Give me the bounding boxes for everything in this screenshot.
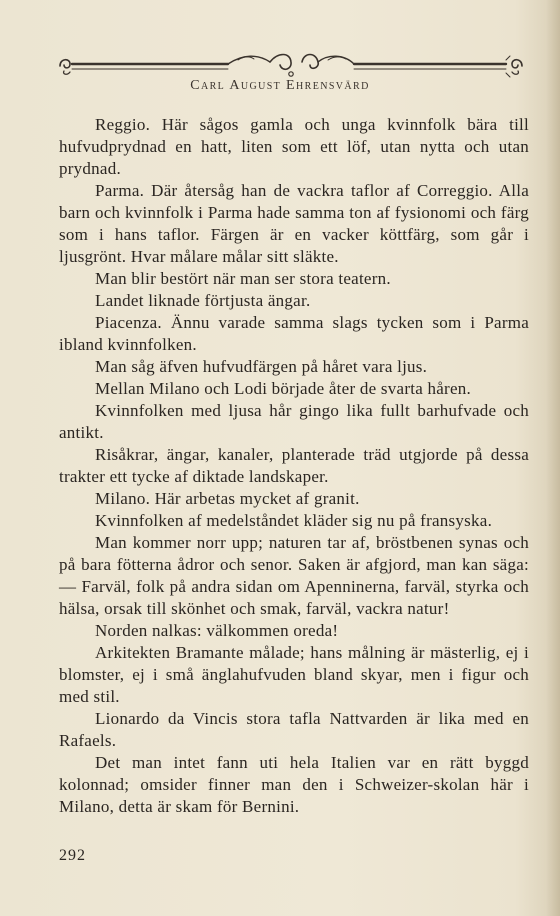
paragraph: Piacenza. Ännu varade samma slags tycken som i Parma ibland kvinnfolken.	[59, 313, 529, 354]
running-head: Carl August Ehrensvärd	[190, 78, 370, 93]
paragraph: Kvinnfolken med ljusa hår gingo lika fullt barhufvade och antikt.	[59, 401, 529, 442]
paragraph: Parma. Där återsåg han de vackra taflor af Correggio. Alla barn och kvinnfolk i Parma hade samma ton af fysionomi och färg som i hans taflor. Färgen är en vacker köttfärg, som går i ljusgrönt. Hvar målare målar sitt släkte.	[59, 181, 529, 266]
paragraph: Risåkrar, ängar, kanaler, planterade träd utgjorde på dessa trakter ett tycke af diktade landskaper.	[59, 445, 529, 486]
page-edge-shadow	[546, 0, 560, 916]
paragraph: Mellan Milano och Lodi började åter de svarta håren.	[95, 379, 472, 398]
paragraph: Arkitekten Bramante målade; hans målning är mästerlig, ej i blomster, ej i små änglahufvuden bland skyar, men i figur och med stil.	[59, 643, 529, 706]
paragraph: Landet liknade förtjusta ängar.	[95, 291, 311, 310]
paragraph: Man såg äfven hufvudfärgen på håret vara ljus.	[95, 357, 428, 376]
paragraph: Man blir bestört när man ser stora teatern.	[95, 269, 391, 288]
paragraph: Reggio. Här sågos gamla och unga kvinnfolk bära till hufvudprydnad en hatt, liten som ett löf, utan nytta och utan prydnad.	[59, 115, 529, 178]
page-number: 292	[59, 847, 86, 864]
paragraph: Man kommer norr upp; naturen tar af, bröstbenen synas och på bara fötterna ådror och senor. Saken är afgjord, man kan säga: — Farväl, folk på andra sidan om Apenninerna, farväl, styrka och hälsa, orsak till skönhet och smak, farväl, vackra natur!	[59, 533, 529, 618]
paragraph: Lionardo da Vincis stora tafla Nattvarden är lika med en Rafaels.	[59, 709, 529, 750]
body-text	[59, 114, 529, 818]
decorative-rule-icon	[58, 50, 524, 80]
paragraph: Kvinnfolken af medelståndet kläder sig nu på fransyska.	[95, 511, 493, 530]
paragraph: Norden nalkas: välkommen oreda!	[95, 621, 339, 640]
paragraph: Milano. Här arbetas mycket af granit.	[95, 489, 360, 508]
paragraph: Det man intet fann uti hela Italien var en rätt byggd kolonnad; omsider finner man den i Schweizer-skolan här i Milano, detta är skam för Bernini.	[59, 753, 529, 816]
